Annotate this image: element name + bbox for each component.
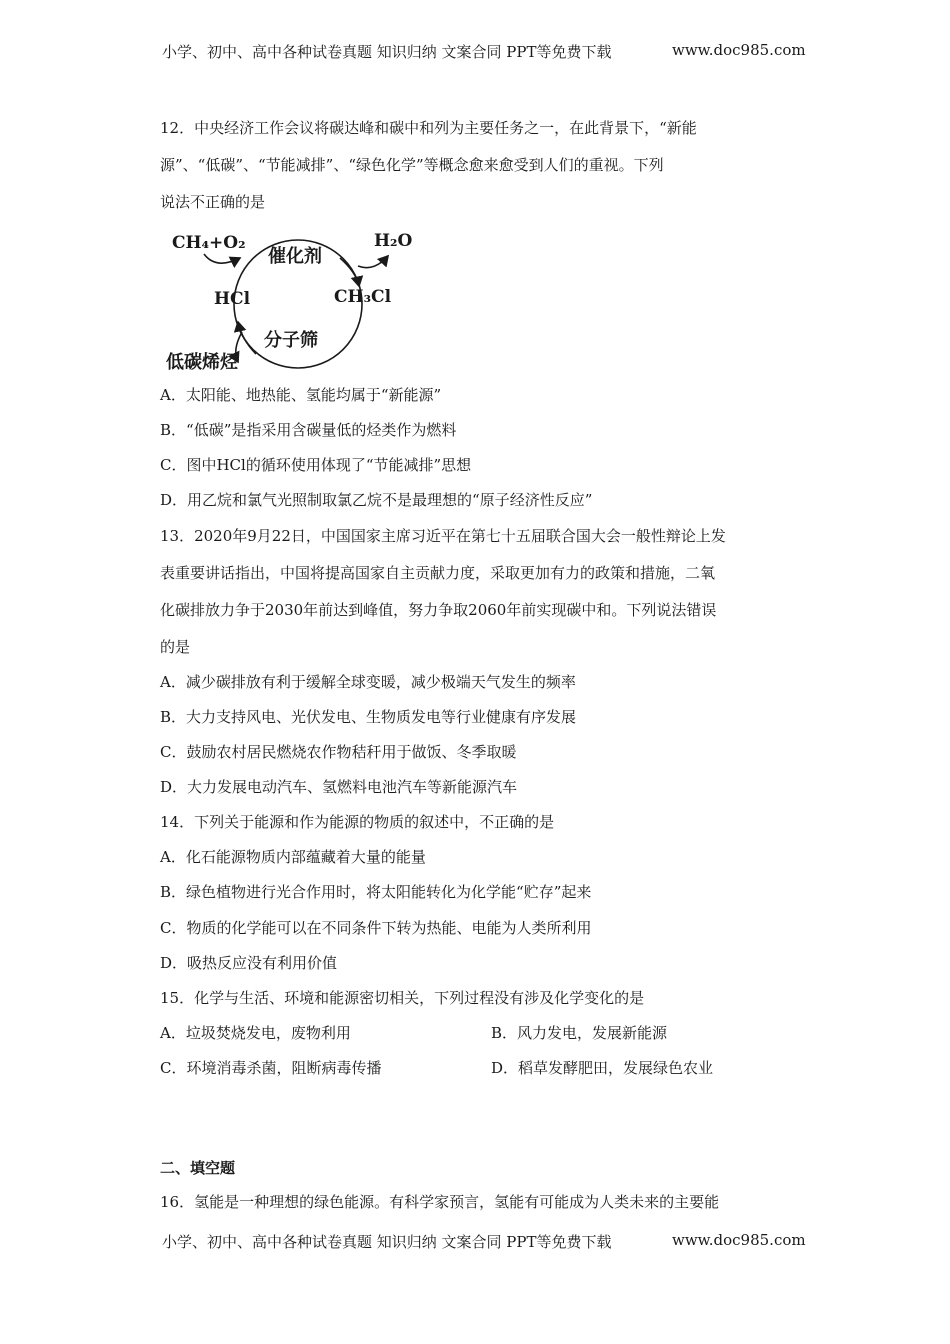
arrow-water-out [358, 256, 388, 268]
q13-line-1: 13．2020年9月22日，中国国家主席习近平在第七十五届联合国大会一般性辩论上发 [160, 527, 726, 545]
q12-line-3: 说法不正确的是 [160, 193, 266, 211]
q14-option-a: A．化石能源物质内部蕴藏着大量的能量 [160, 848, 426, 866]
q13-line-3: 化碳排放力争于2030年前达到峰值，努力争取2060年前实现碳中和。下列说法错误 [160, 601, 717, 619]
label-olefin: 低碳烯烃 [166, 352, 238, 373]
q12-option-c: C．图中HCl的循环使用体现了“节能减排”思想 [160, 456, 472, 474]
q12-cycle-diagram [160, 222, 430, 382]
q13-line-4: 的是 [160, 638, 191, 656]
q13-option-a: A．减少碳排放有利于缓解全球变暖，减少极端天气发生的频率 [160, 673, 576, 691]
q12-option-d: D．用乙烷和氯气光照制取氯乙烷不是最理想的“原子经济性反应” [160, 491, 593, 509]
q12-option-a: A．太阳能、地热能、氢能均属于“新能源” [160, 386, 442, 404]
label-ch3cl: CH₃Cl [334, 287, 392, 307]
arrow-to-ch3cl [340, 258, 359, 286]
footer-text: 小学、初中、高中各种试卷真题 知识归纳 文案合同 PPT等免费下载 [162, 1233, 612, 1251]
q13-line-2: 表重要讲话指出，中国将提高国家自主贡献力度，采取更加有力的政策和措施，二氧 [160, 564, 716, 582]
q13-option-d: D．大力发展电动汽车、氢燃料电池汽车等新能源汽车 [160, 778, 518, 796]
q15-option-a: A．垃圾焚烧发电，废物利用 [160, 1024, 351, 1042]
arrow-reactant-in [204, 254, 240, 263]
label-water: H₂O [374, 231, 413, 251]
footer-site: www.doc985.com [672, 1231, 806, 1249]
q14-option-c: C．物质的化学能可以在不同条件下转为热能、电能为人类所利用 [160, 919, 592, 937]
label-sieve: 分子筛 [264, 330, 318, 351]
q15-option-c: C．环境消毒杀菌，阻断病毒传播 [160, 1059, 382, 1077]
q15-option-d: D．稻草发酵肥田，发展绿色农业 [491, 1059, 714, 1077]
q12-option-b: B．“低碳”是指采用含碳量低的烃类作为燃料 [160, 421, 457, 439]
section-title: 二、填空题 [160, 1159, 236, 1177]
q13-option-b: B．大力支持风电、光伏发电、生物质发电等行业健康有序发展 [160, 708, 577, 726]
page-footer [162, 1231, 806, 1252]
q14-stem: 14．下列关于能源和作为能源的物质的叙述中，不正确的是 [160, 813, 555, 831]
header-site: www.doc985.com [672, 41, 806, 59]
q16-line-1: 16．氢能是一种理想的绿色能源。有科学家预言，氢能有可能成为人类未来的主要能 [160, 1193, 720, 1211]
page-header [162, 41, 806, 62]
label-hcl: HCl [214, 289, 251, 309]
q15-stem: 15．化学与生活、环境和能源密切相关，下列过程没有涉及化学变化的是 [160, 989, 645, 1007]
q14-option-d: D．吸热反应没有利用价值 [160, 954, 338, 972]
q12-line-2: 源”、“低碳”、“节能减排”、“绿色化学”等概念愈来愈受到人们的重视。下列 [160, 156, 664, 174]
q14-option-b: B．绿色植物进行光合作用时，将太阳能转化为化学能“贮存”起来 [160, 883, 592, 901]
label-reactant: CH₄+O₂ [172, 233, 246, 253]
header-text: 小学、初中、高中各种试卷真题 知识归纳 文案合同 PPT等免费下载 [162, 43, 612, 61]
label-catalyst: 催化剂 [268, 246, 322, 267]
q12-line-1: 12．中央经济工作会议将碳达峰和碳中和列为主要任务之一，在此背景下，“新能 [160, 119, 697, 137]
q15-option-b: B．风力发电，发展新能源 [491, 1024, 668, 1042]
q13-option-c: C．鼓励农村居民燃烧农作物秸秆用于做饭、冬季取暖 [160, 743, 517, 761]
